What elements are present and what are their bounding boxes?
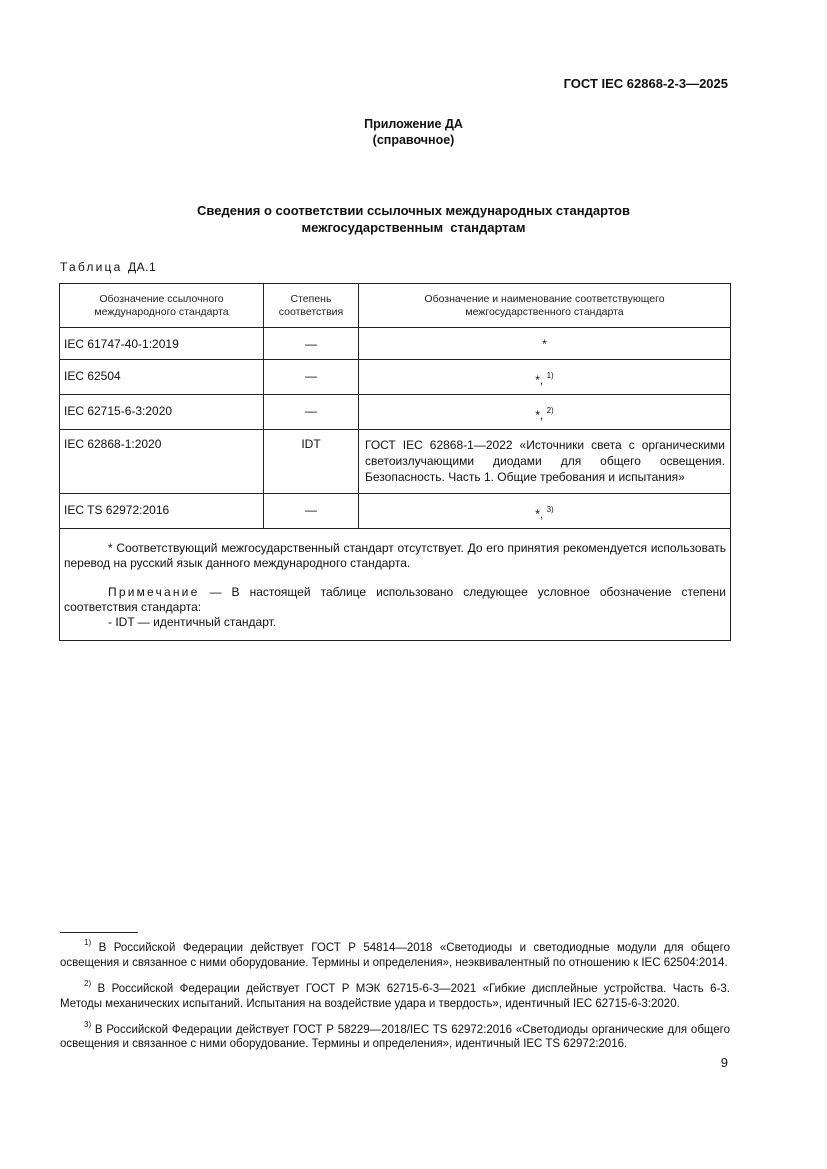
row-degree: —	[264, 328, 359, 360]
star-note: * Соответствующий межгосударственный стандарт отсутствует. До его принятия рекомендуется использовать перевод на русский язык данного международного стандарта.	[64, 541, 726, 570]
row-interstate	[359, 395, 731, 430]
row-degree: —	[264, 494, 359, 529]
row-interstate	[359, 360, 731, 395]
row-degree: —	[264, 360, 359, 395]
footnote-ref: 3)	[546, 505, 554, 514]
footnote-2	[60, 977, 730, 1012]
table-header-row	[60, 284, 731, 328]
annex-title: Приложение ДА	[364, 117, 463, 131]
header-col2-line1: Степень	[290, 292, 332, 305]
header-reference-standard	[60, 284, 264, 328]
footnote-mark: 3)	[84, 1019, 92, 1029]
table-footer-row	[60, 529, 731, 641]
header-col3-line1: Обозначение и наименование соответствующего	[424, 292, 665, 305]
footnote-text: В Российской Федерации действует ГОСТ Р МЭК 62715-6-3—2021 «Гибкие дисплейные устройства. Часть 6-3. Методы механических испытаний. Испытания на воздействие удара и твердость», идентичный IEC 62715-6-3:2020.	[60, 982, 730, 1010]
document-code: ГОСТ IEC 62868-2-3—2025	[563, 76, 728, 91]
table-row	[60, 395, 731, 430]
table-note	[64, 585, 726, 615]
row-star: *,	[535, 408, 544, 422]
row-star: *,	[535, 507, 544, 521]
footnote-text: В Российской Федерации действует ГОСТ Р 58229—2018/IEC TS 62972:2016 «Светодиоды органические для общего освещения и связанное с ними оборудование. Термины и определения», идентичный IEC TS 62972:2016.	[60, 1023, 730, 1051]
row-reference: IEC 62504	[60, 360, 264, 395]
row-reference: IEC TS 62972:2016	[60, 494, 264, 529]
correspondence-table	[59, 283, 731, 641]
footnote-1	[60, 936, 730, 971]
section-title-line2: межгосударственным стандартам	[301, 220, 526, 235]
row-reference: IEC 62868-1:2020	[60, 430, 264, 494]
footnotes	[60, 936, 730, 1058]
row-degree: IDT	[264, 430, 359, 494]
row-star: *,	[535, 373, 544, 387]
annex-heading	[0, 116, 827, 148]
header-col3-line2: межгосударственного стандарта	[465, 305, 624, 318]
header-col2-line2: соответствия	[278, 305, 344, 318]
table-row	[60, 360, 731, 395]
row-interstate	[359, 328, 731, 360]
row-reference: IEC 61747-40-1:2019	[60, 328, 264, 360]
footnote-mark: 1)	[84, 938, 92, 947]
header-col1-line1: Обозначение ссылочного	[99, 292, 224, 305]
header-degree	[264, 284, 359, 328]
table-label-word: Таблица	[60, 260, 123, 274]
table-footer	[60, 529, 731, 641]
note-item: - IDT — идентичный стандарт.	[108, 615, 277, 629]
table-label	[60, 260, 156, 274]
note-label: Примечание	[108, 585, 200, 599]
footnote-ref: 1)	[546, 371, 554, 380]
footnote-3	[60, 1018, 730, 1053]
table-row	[60, 494, 731, 529]
footnote-mark: 2)	[84, 978, 92, 988]
table-label-number: ДА.1	[128, 260, 157, 274]
header-col1-line2: международного стандарта	[94, 305, 229, 318]
row-interstate	[359, 494, 731, 529]
section-title-line1: Сведения о соответствии ссылочных международных стандартов	[197, 203, 630, 218]
table-row	[60, 328, 731, 360]
row-degree: —	[264, 395, 359, 430]
table-row	[60, 430, 731, 494]
row-star: *	[542, 337, 547, 351]
footnote-separator	[60, 932, 138, 933]
page-number: 9	[720, 1055, 728, 1070]
footnote-ref: 2)	[546, 406, 554, 415]
note-text: — В настоящей таблице использовано следующее условное обозначение степени соответствия стандарта:	[64, 585, 726, 614]
annex-type: (справочное)	[372, 133, 455, 147]
row-reference: IEC 62715-6-3:2020	[60, 395, 264, 430]
section-title	[0, 202, 827, 236]
footnote-text: В Российской Федерации действует ГОСТ Р 54814—2018 «Светодиоды и светодиодные модули для общего освещения и связанное с ними оборудование. Термины и определения», неэквивалентный по отношению к IEC 62504:2014.	[60, 941, 730, 969]
header-interstate-standard	[359, 284, 731, 328]
row-interstate-description: ГОСТ IEC 62868-1—2022 «Источники света с органическими светоизлучающими диодами для общего освещения. Безопасность. Часть 1. Общие требования и испытания»	[359, 430, 731, 494]
